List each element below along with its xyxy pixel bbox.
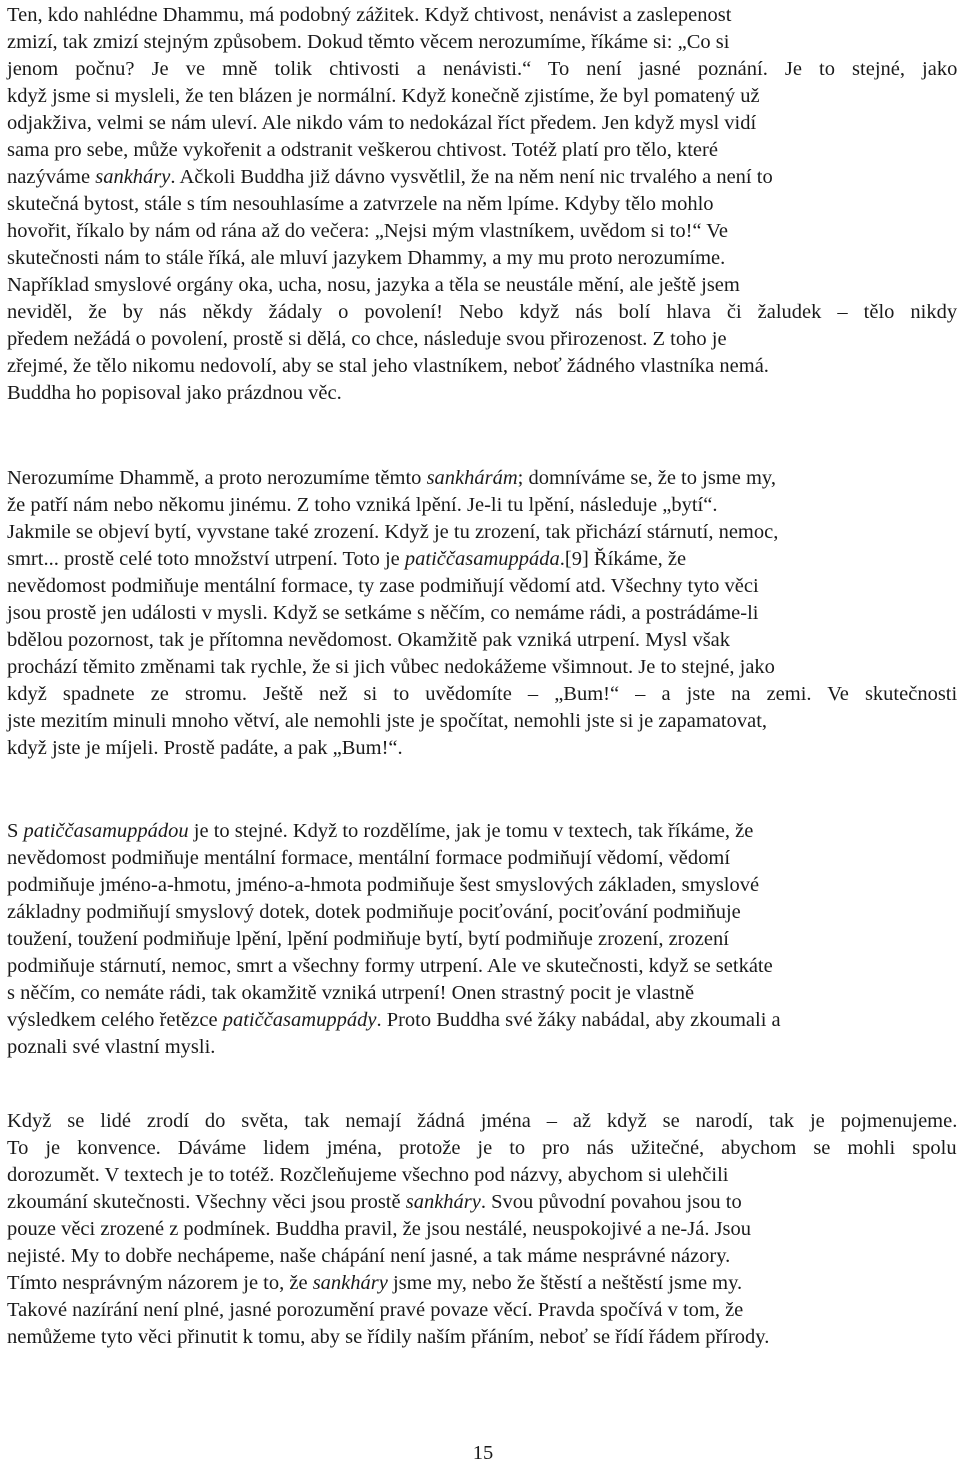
text-line [7,245,957,272]
text-line [7,681,957,708]
text-run: Ten, kdo nahlédne Dhammu, má podobný zážitek. Když chtivost, nenávist a zaslepenost [7,4,732,26]
text-run: jenom počnu? Je ve mně tolik chtivosti a nenávisti.“ To není jasné poznání. Je to stejné, jako [7,58,958,80]
text-run: podmiňuje jméno-a-hmotu, jméno-a-hmota podmiňuje šest smyslových základen, smyslové [7,874,760,896]
text-line [7,627,957,654]
text-run: pouze věci zrozené z podmínek. Buddha pravil, že jsou nestálé, neuspokojivé a ne-Já. Jsou [7,1218,752,1240]
text-line [7,573,957,600]
text-line [7,2,957,29]
text-line [7,492,957,519]
text-run: sama pro sebe, může vykořenit a odstranit veškerou chtivost. Totéž platí pro tělo, které [7,139,718,161]
text-line [7,519,957,546]
text-run: jsme my, nebo že štěstí a neštěstí jsme my. [387,1272,743,1294]
text-line [7,1135,957,1162]
text-run: nejisté. My to dobře nechápeme, naše chápání není jasné, a tak máme nesprávné názory. [7,1245,731,1267]
text-line [7,953,957,980]
text-run: ; domníváme se, že to jsme my, [517,467,776,489]
paragraph [7,465,957,762]
text-line [7,899,957,926]
text-line [7,353,957,380]
text-run: S [7,820,24,842]
text-run: je to stejné. Když to rozdělíme, jak je tomu v textech, tak říkáme, že [188,820,754,842]
text-line [7,708,957,735]
text-line [7,299,957,326]
text-run: když spadnete ze stromu. Ještě než si to uvědomíte – „Bum!“ – a jste na zemi. Ve skutečnosti [7,683,958,705]
text-line [7,1007,957,1034]
text-run: s něčím, co nemáte rádi, tak okamžitě vzniká utrpení! Onen strastný pocit je vlastně [7,982,695,1004]
italic-term: sankháry [95,166,171,188]
text-line [7,29,957,56]
text-run: hovořit, říkalo by nám od rána až do večera: „Nejsi mým vlastníkem, uvědom si to!“ Ve [7,220,728,242]
text-run: podmiňuje stárnutí, nemoc, smrt a všechny formy utrpení. Ale ve skutečnosti, když se setkáte [7,955,773,977]
text-run: jsou prostě jen události v mysli. Když se setkáme s něčím, co nemáme rádi, a postrádáme-li [7,602,759,624]
text-run: nazýváme [7,166,96,188]
text-line [7,218,957,245]
paragraph [7,818,957,1061]
italic-term: patiččasamuppády [222,1009,377,1031]
text-line [7,56,957,83]
text-run: skutečnosti nám to stále říká, ale mluví jazykem Dhammy, a my mu proto nerozumíme. [7,247,726,269]
text-run: poznali své vlastní mysli. [7,1036,216,1058]
text-line [7,735,957,762]
text-run: když jste je míjeli. Prostě padáte, a pak „Bum!“. [7,737,403,759]
text-run: smrt... prostě celé toto množství utrpení. Toto je [7,548,405,570]
text-line [7,1270,957,1297]
text-run: že patří nám nebo někomu jinému. Z toho vzniká lpění. Je-li tu lpění, následuje „bytí“. [7,494,718,516]
text-line [7,546,957,573]
italic-term: patiččasamuppáda [404,548,560,570]
text-run: neviděl, že by nás někdy žádaly o povolení! Nebo když nás bolí hlava či žaludek – tělo nikdy [7,301,958,323]
text-line [7,1162,957,1189]
text-run: nevědomost podmiňuje mentální formace, mentální formace podmiňují vědomí, vědomí [7,847,731,869]
text-run: jste mezitím minuli mnoho větví, ale nemohli jste je spočítat, nemohli jste si je zapamatovat, [7,710,768,732]
text-line [7,83,957,110]
italic-term: sankhárám [426,467,518,489]
text-line [7,1034,957,1061]
text-line [7,818,957,845]
text-run: když jsme si mysleli, že ten blázen je normální. Když konečně zjistíme, že byl pomatený už [7,85,760,107]
text-line [7,465,957,492]
text-run: . Svou původní povahou jsou to [480,1191,742,1213]
text-line [7,926,957,953]
text-run: bdělou pozornost, tak je přítomna nevědomost. Okamžitě pak vzniká utrpení. Mysl však [7,629,731,651]
text-line [7,845,957,872]
italic-term: sankháry [312,1272,388,1294]
text-run: Když se lidé zrodí do světa, tak nemají žádná jména – až když se narodí, tak je pojmenujeme. [7,1110,958,1132]
paragraph [7,2,957,407]
text-run: Takové nazírání není plné, jasné porozumění pravé povaze věcí. Pravda spočívá v tom, že [7,1299,744,1321]
text-run: zřejmé, že tělo nikomu nedovolí, aby se stal jeho vlastníkem, neboť žádného vlastníka nemá. [7,355,769,377]
text-run: To je konvence. Dáváme lidem jména, protože je to pro nás užitečné, abychom se mohli spolu [7,1137,957,1159]
text-line [7,380,957,407]
document-page [7,0,959,1466]
text-run: Jakmile se objeví bytí, vyvstane také zrození. Když je tu zrození, tak přichází stárnutí, nemoc, [7,521,779,543]
text-run: nemůžeme tyto věci přinutit k tomu, aby se řídily naším přáním, neboť se řídí řádem přírody. [7,1326,770,1348]
text-line [7,654,957,681]
text-run: výsledkem celého řetězce [7,1009,223,1031]
text-run: Buddha ho popisoval jako prázdnou věc. [7,382,342,404]
text-run: Nerozumíme Dhammě, a proto nerozumíme těmto [7,467,427,489]
text-run: . Proto Buddha své žáky nabádal, aby zkoumali a [376,1009,781,1031]
text-run: zkoumání skutečnosti. Všechny věci jsou prostě [7,1191,406,1213]
text-line [7,110,957,137]
text-run: toužení, toužení podmiňuje lpění, lpění podmiňuje bytí, bytí podmiňuje zrození, zrození [7,928,729,950]
text-line [7,1297,957,1324]
text-line [7,326,957,353]
text-run: prochází těmito změnami tak rychle, že si jich vůbec nedokážeme všimnout. Je to stejné, jako [7,656,775,678]
text-run: odjakživa, velmi se nám uleví. Ale nikdo vám to nedokázal říct předem. Jen když mysl vidí [7,112,757,134]
text-run: Například smyslové orgány oka, ucha, nosu, jazyka a těla se neustále mění, ale ještě jsem [7,274,740,296]
text-line [7,600,957,627]
text-run: .[9] Říkáme, že [559,548,687,570]
text-line [7,137,957,164]
text-run: nevědomost podmiňuje mentální formace, ty zase podmiňují vědomí atd. Všechny tyto věci [7,575,759,597]
text-line [7,1108,957,1135]
text-line [7,1243,957,1270]
paragraph [7,1108,957,1351]
text-run: základny podmiňují smyslový dotek, dotek podmiňuje pociťování, pociťování podmiňuje [7,901,741,923]
text-line [7,272,957,299]
text-run: . Ačkoli Buddha již dávno vysvětlil, že na něm není nic trvalého a není to [170,166,773,188]
text-line [7,980,957,1007]
text-run: dorozumět. V textech je to totéž. Rozčleňujeme všechno pod názvy, abychom si ulehčili [7,1164,729,1186]
text-run: předem nežádá o povolení, prostě si dělá, co chce, následuje svou přirozenost. Z toho je [7,328,727,350]
text-run: skutečná bytost, stále s tím nesouhlasíme a zatvrzele na něm lpíme. Kdyby tělo mohlo [7,193,714,215]
text-line [7,1216,957,1243]
italic-term: patiččasamuppádou [23,820,189,842]
text-run: zmizí, tak zmizí stejným způsobem. Dokud těmto věcem nerozumíme, říkáme si: „Co si [7,31,730,53]
text-line [7,1189,957,1216]
text-line [7,191,957,218]
italic-term: sankháry [405,1191,481,1213]
text-line [7,872,957,899]
text-run: Tímto nesprávným názorem je to, že [7,1272,313,1294]
page-number: 15 [472,1442,494,1464]
text-line [7,164,957,191]
text-line [7,1324,957,1351]
